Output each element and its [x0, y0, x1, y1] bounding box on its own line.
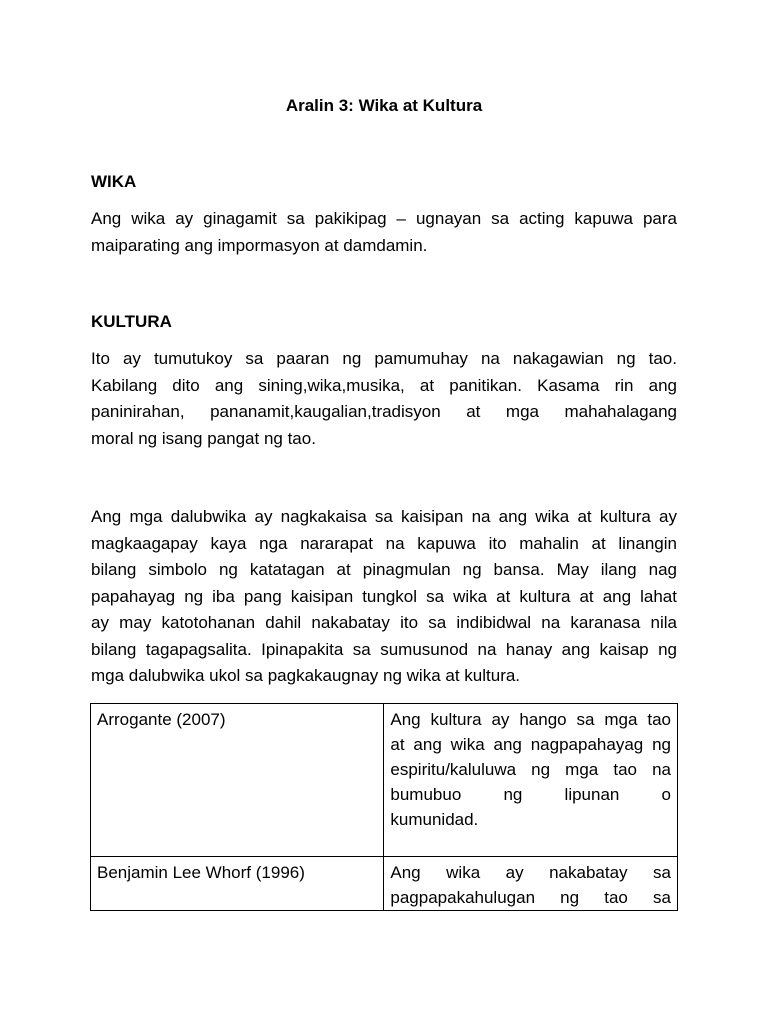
section-heading-wika: WIKA [91, 172, 137, 191]
table-row [91, 704, 678, 857]
cell-line: kumunidad. [390, 810, 479, 829]
paragraph-main [91, 504, 677, 690]
table-cell-description [384, 857, 678, 911]
table-cell-author: Arrogante (2007) [91, 704, 384, 857]
section-heading-kultura: KULTURA [91, 312, 172, 331]
paragraph-line: Kabilang dito ang sining,wika,musika, at panitikan. Kasama rin ang [91, 375, 677, 395]
paragraph-line: papahayag ng iba pang kaisipan tungkol sa wika at kultura at ang lahat [91, 586, 677, 606]
paragraph-line: paninirahan, pananamit,kaugalian,tradisyon at mga mahahalagang [91, 402, 677, 421]
table-cell-description [384, 704, 678, 857]
table-cell-author: Benjamin Lee Whorf (1996) [91, 857, 384, 911]
paragraph-line: bilang tagapagsalita. Ipinapakita sa sumusunod na hanay ang kaisap ng [91, 639, 677, 659]
paragraph-line: moral ng isang pangat ng tao. [91, 428, 316, 448]
paragraph-line: maiparating ang impormasyon at damdamin. [91, 235, 428, 255]
cell-line: Ang kultura ay hango sa mga tao [390, 710, 671, 729]
cell-line: bumubuo ng lipunan o [390, 785, 671, 804]
paragraph-kultura [91, 346, 677, 452]
paragraph-wika [91, 206, 677, 259]
cell-line: Ang wika ay nakabatay sa [390, 863, 671, 882]
paragraph-line: magkaagapay kaya nga nararapat na kapuwa ito mahalin at linangin [91, 533, 677, 553]
scholars-table [90, 703, 678, 911]
cell-line: espiritu/kaluluwa ng mga tao na [390, 760, 671, 779]
paragraph-line: Ang mga dalubwika ay nagkakaisa sa kaisipan na ang wika at kultura ay [91, 507, 677, 526]
paragraph-line: Ang wika ay ginagamit sa pakikipag – ugnayan sa acting kapuwa para [91, 209, 677, 228]
document-title: Aralin 3: Wika at Kultura [285, 96, 483, 115]
paragraph-line: ay may katotohanan dahil nakabatay ito sa indibidwal na karanasa nila [91, 613, 677, 632]
table-row [91, 857, 678, 911]
paragraph-line: bilang simbolo ng katatagan at pinagmulan ng bansa. May ilang nag [91, 560, 677, 579]
cell-line: at ang wika ang nagpapahayag ng [390, 735, 671, 754]
cell-line: pagpapakahulugan ng tao sa [390, 888, 671, 907]
paragraph-line: mga dalubwika ukol sa pagkakaugnay ng wika at kultura. [91, 666, 521, 685]
paragraph-line: Ito ay tumutukoy sa paaran ng pamumuhay na nakagawian ng tao. [91, 349, 677, 368]
